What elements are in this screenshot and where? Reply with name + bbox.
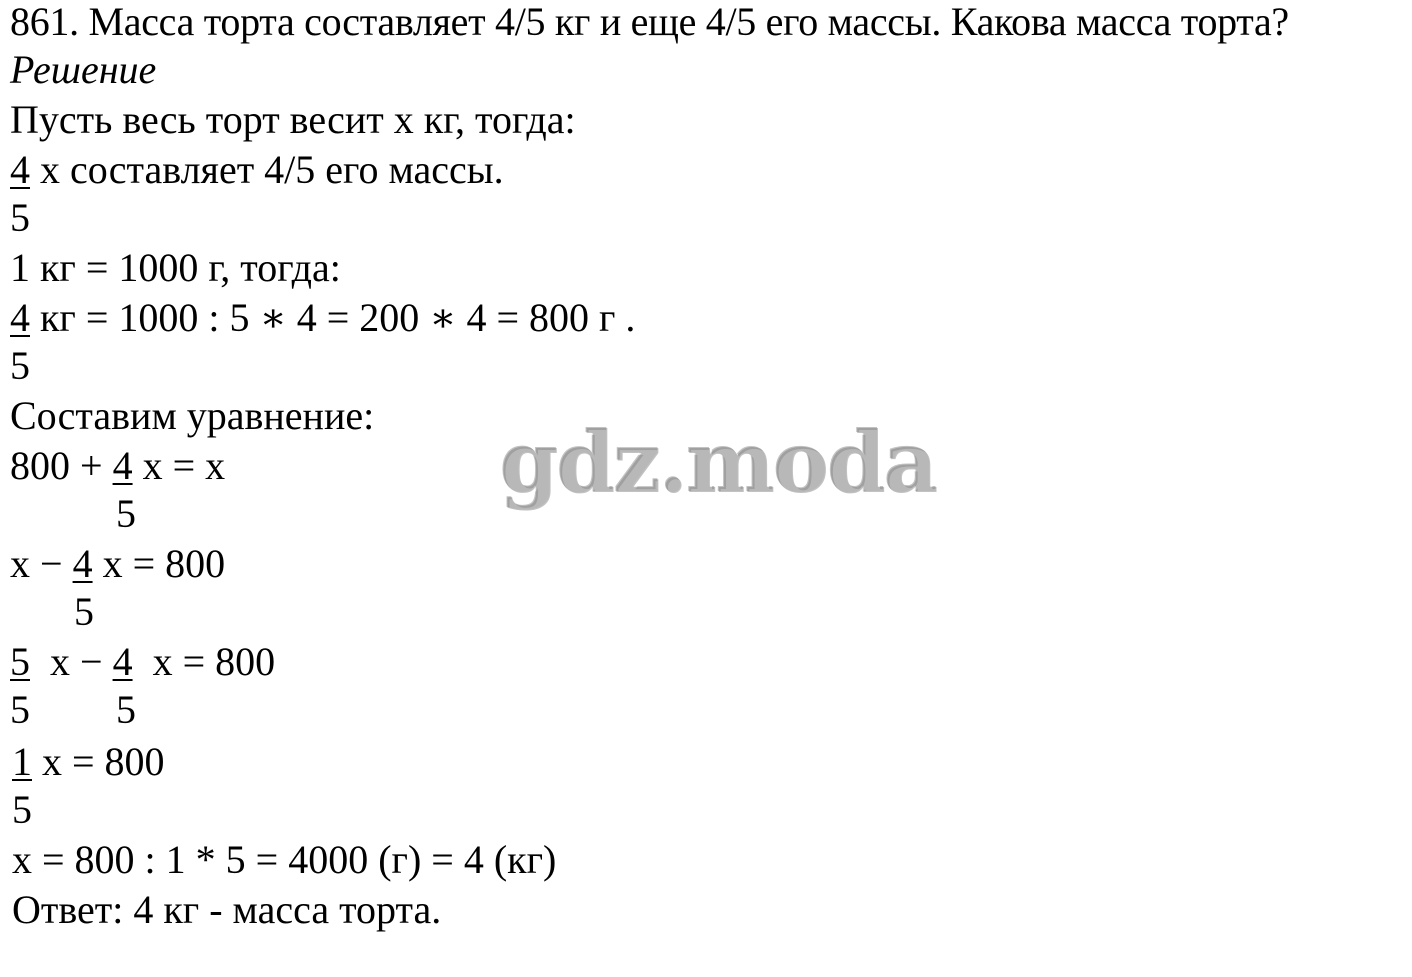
equation-2 xyxy=(10,542,225,586)
fraction-numerator: 4 xyxy=(112,639,133,684)
equation-3 xyxy=(10,640,275,684)
fraction-numerator: 4 xyxy=(10,295,30,340)
text-line-3: 1 кг = 1000 г, тогда: xyxy=(10,245,341,290)
equation-4-rest: х = 800 xyxy=(32,739,165,784)
text-line-5: Составим уравнение: xyxy=(10,393,375,438)
fraction-denominator: 5 xyxy=(10,195,30,240)
equation-1-rest: х = х xyxy=(132,443,226,488)
text-line-2-rest: х составляет 4/5 его массы. xyxy=(30,147,504,192)
fraction-numerator: 4 xyxy=(112,443,133,488)
equation-4 xyxy=(12,740,165,784)
equation-3-rest: х = 800 xyxy=(132,639,276,684)
equation-2-left: х − xyxy=(10,541,73,586)
fraction-numerator: 4 xyxy=(10,147,30,192)
text-line-4 xyxy=(10,296,635,340)
fraction-denominator: 5 xyxy=(116,491,136,536)
equation-2-rest: х = 800 xyxy=(92,541,226,586)
equation-3-mid: х − xyxy=(30,639,113,684)
equation-5: х = 800 : 1 * 5 = 4000 (г) = 4 (кг) xyxy=(12,837,557,882)
fraction-denominator: 5 xyxy=(12,787,32,832)
fraction-denominator: 5 xyxy=(10,343,30,388)
fraction-numerator: 5 xyxy=(10,639,30,684)
equation-1-left: 800 + xyxy=(10,443,113,488)
solution-heading: Решение xyxy=(10,47,157,92)
fraction-numerator: 4 xyxy=(72,541,93,586)
fraction-denominator: 5 xyxy=(116,687,136,732)
answer-line: Ответ: 4 кг - масса торта. xyxy=(12,887,442,932)
fraction-numerator: 1 xyxy=(12,739,32,784)
text-line-1: Пусть весь торт весит х кг, тогда: xyxy=(10,97,576,142)
text-line-2 xyxy=(10,148,504,192)
equation-1 xyxy=(10,444,225,488)
fraction-denominator: 5 xyxy=(74,589,94,634)
problem-title: 861. Масса торта составляет 4/5 кг и еще 4/5 его массы. Какова масса торта? xyxy=(10,0,1289,44)
fraction-denominator: 5 xyxy=(10,687,30,732)
watermark-logo: gdz.moda xyxy=(500,413,937,512)
text-line-4-rest: кг = 1000 : 5 ∗ 4 = 200 ∗ 4 = 800 г . xyxy=(30,295,636,340)
